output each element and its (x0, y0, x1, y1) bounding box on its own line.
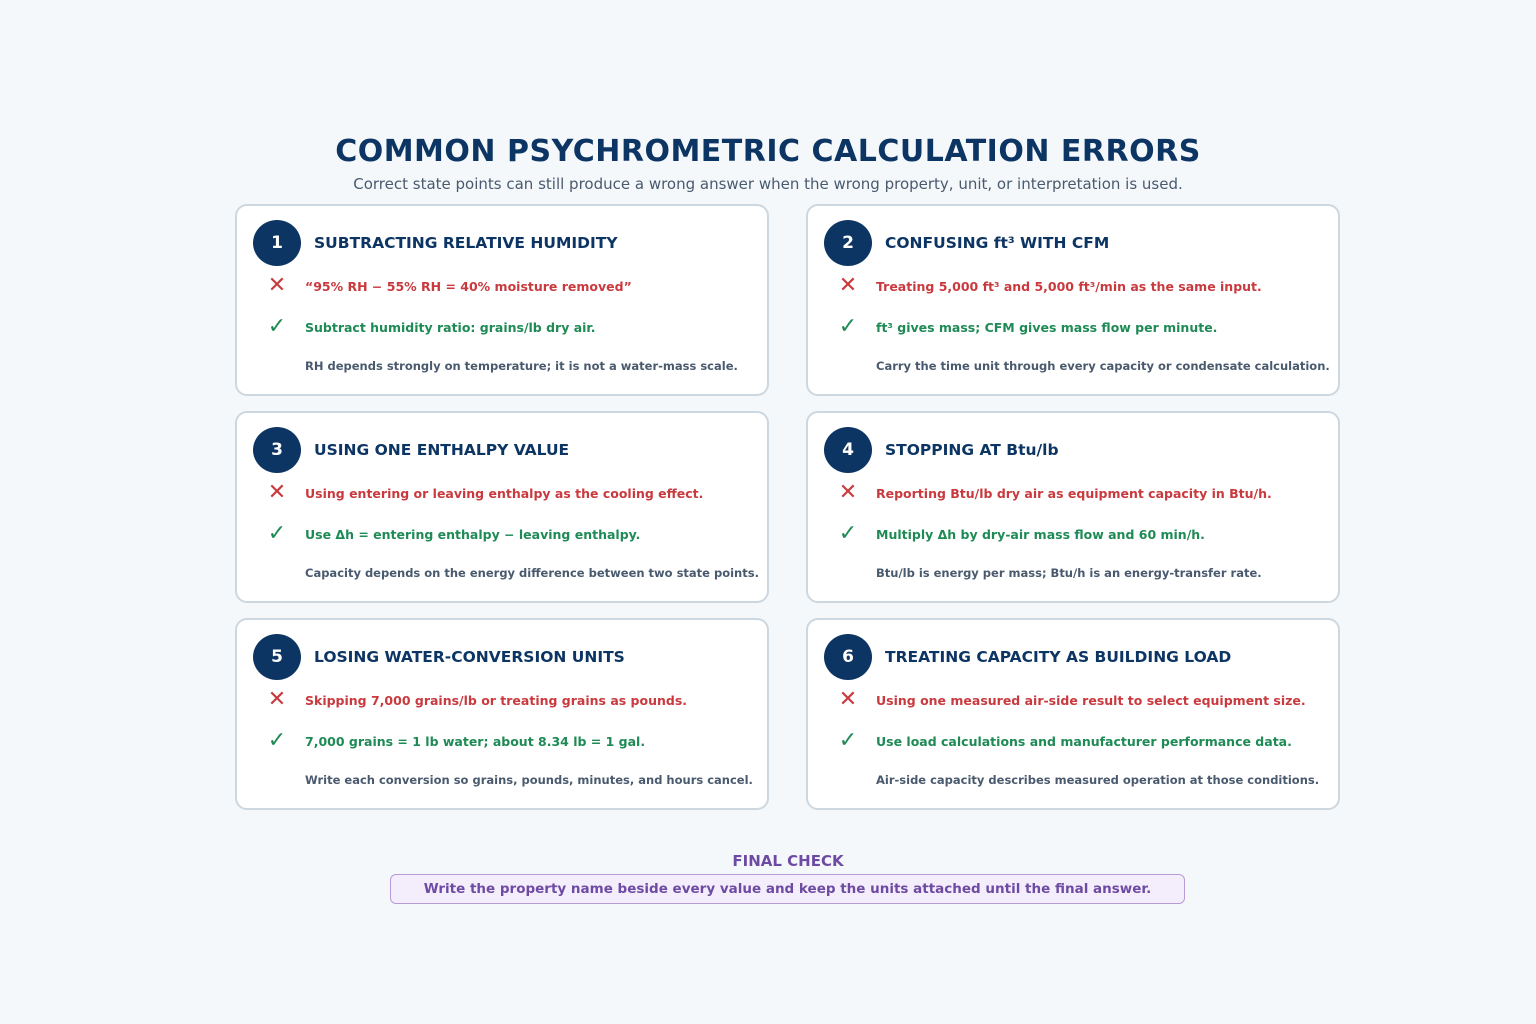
number-badge: 3 (253, 427, 301, 473)
cross-icon: ✕ (838, 687, 858, 712)
card-title: STOPPING AT Btu/lb (885, 441, 1059, 459)
final-check-label: FINAL CHECK (732, 852, 844, 870)
error-card-6 (806, 618, 1340, 810)
check-icon: ✓ (838, 728, 858, 753)
card-note: Write each conversion so grains, pounds, minutes, and hours cancel. (305, 773, 753, 787)
correct-statement: Multiply Δh by dry-air mass flow and 60 min/h. (876, 527, 1205, 542)
page-subtitle: Correct state points can still produce a wrong answer when the wrong property, unit, or interpretation is used. (353, 175, 1183, 193)
correct-statement: Use Δh = entering enthalpy − leaving enthalpy. (305, 527, 641, 542)
wrong-statement: Reporting Btu/lb dry air as equipment capacity in Btu/h. (876, 486, 1272, 501)
check-icon: ✓ (267, 521, 287, 546)
error-card-5 (235, 618, 769, 810)
cross-icon: ✕ (267, 273, 287, 298)
card-title: CONFUSING ft³ WITH CFM (885, 234, 1110, 252)
number-badge: 1 (253, 220, 301, 266)
check-icon: ✓ (838, 521, 858, 546)
error-card-2 (806, 204, 1340, 396)
wrong-statement: Treating 5,000 ft³ and 5,000 ft³/min as the same input. (876, 279, 1262, 294)
final-check-text: Write the property name beside every value and keep the units attached until the final answer. (423, 881, 1152, 897)
number-badge: 2 (824, 220, 872, 266)
correct-statement: ft³ gives mass; CFM gives mass flow per minute. (876, 320, 1218, 335)
wrong-statement: Using entering or leaving enthalpy as the cooling effect. (305, 486, 704, 501)
check-icon: ✓ (267, 314, 287, 339)
card-note: Air-side capacity describes measured operation at those conditions. (876, 773, 1320, 787)
card-note: RH depends strongly on temperature; it is not a water-mass scale. (305, 359, 738, 373)
card-note: Carry the time unit through every capacity or condensate calculation. (876, 359, 1330, 373)
wrong-statement: Skipping 7,000 grains/lb or treating grains as pounds. (305, 693, 688, 708)
error-card-4 (806, 411, 1340, 603)
correct-statement: 7,000 grains = 1 lb water; about 8.34 lb = 1 gal. (305, 734, 646, 749)
final-check-box (390, 874, 1185, 904)
cross-icon: ✕ (267, 480, 287, 505)
number-badge: 4 (824, 427, 872, 473)
error-card-3 (235, 411, 769, 603)
check-icon: ✓ (267, 728, 287, 753)
number-badge: 5 (253, 634, 301, 680)
cross-icon: ✕ (267, 687, 287, 712)
card-title: LOSING WATER-CONVERSION UNITS (314, 648, 625, 666)
card-title: SUBTRACTING RELATIVE HUMIDITY (314, 234, 618, 252)
card-note: Btu/lb is energy per mass; Btu/h is an energy-transfer rate. (876, 566, 1262, 580)
correct-statement: Subtract humidity ratio: grains/lb dry air. (305, 320, 596, 335)
card-title: USING ONE ENTHALPY VALUE (314, 441, 570, 459)
card-title: TREATING CAPACITY AS BUILDING LOAD (885, 648, 1232, 666)
wrong-statement: “95% RH − 55% RH = 40% moisture removed” (305, 279, 632, 294)
error-card-1 (235, 204, 769, 396)
check-icon: ✓ (838, 314, 858, 339)
wrong-statement: Using one measured air-side result to select equipment size. (876, 693, 1306, 708)
correct-statement: Use load calculations and manufacturer performance data. (876, 734, 1292, 749)
page-title: COMMON PSYCHROMETRIC CALCULATION ERRORS (335, 134, 1201, 169)
cross-icon: ✕ (838, 480, 858, 505)
cross-icon: ✕ (838, 273, 858, 298)
card-note: Capacity depends on the energy difference between two state points. (305, 566, 759, 580)
number-badge: 6 (824, 634, 872, 680)
